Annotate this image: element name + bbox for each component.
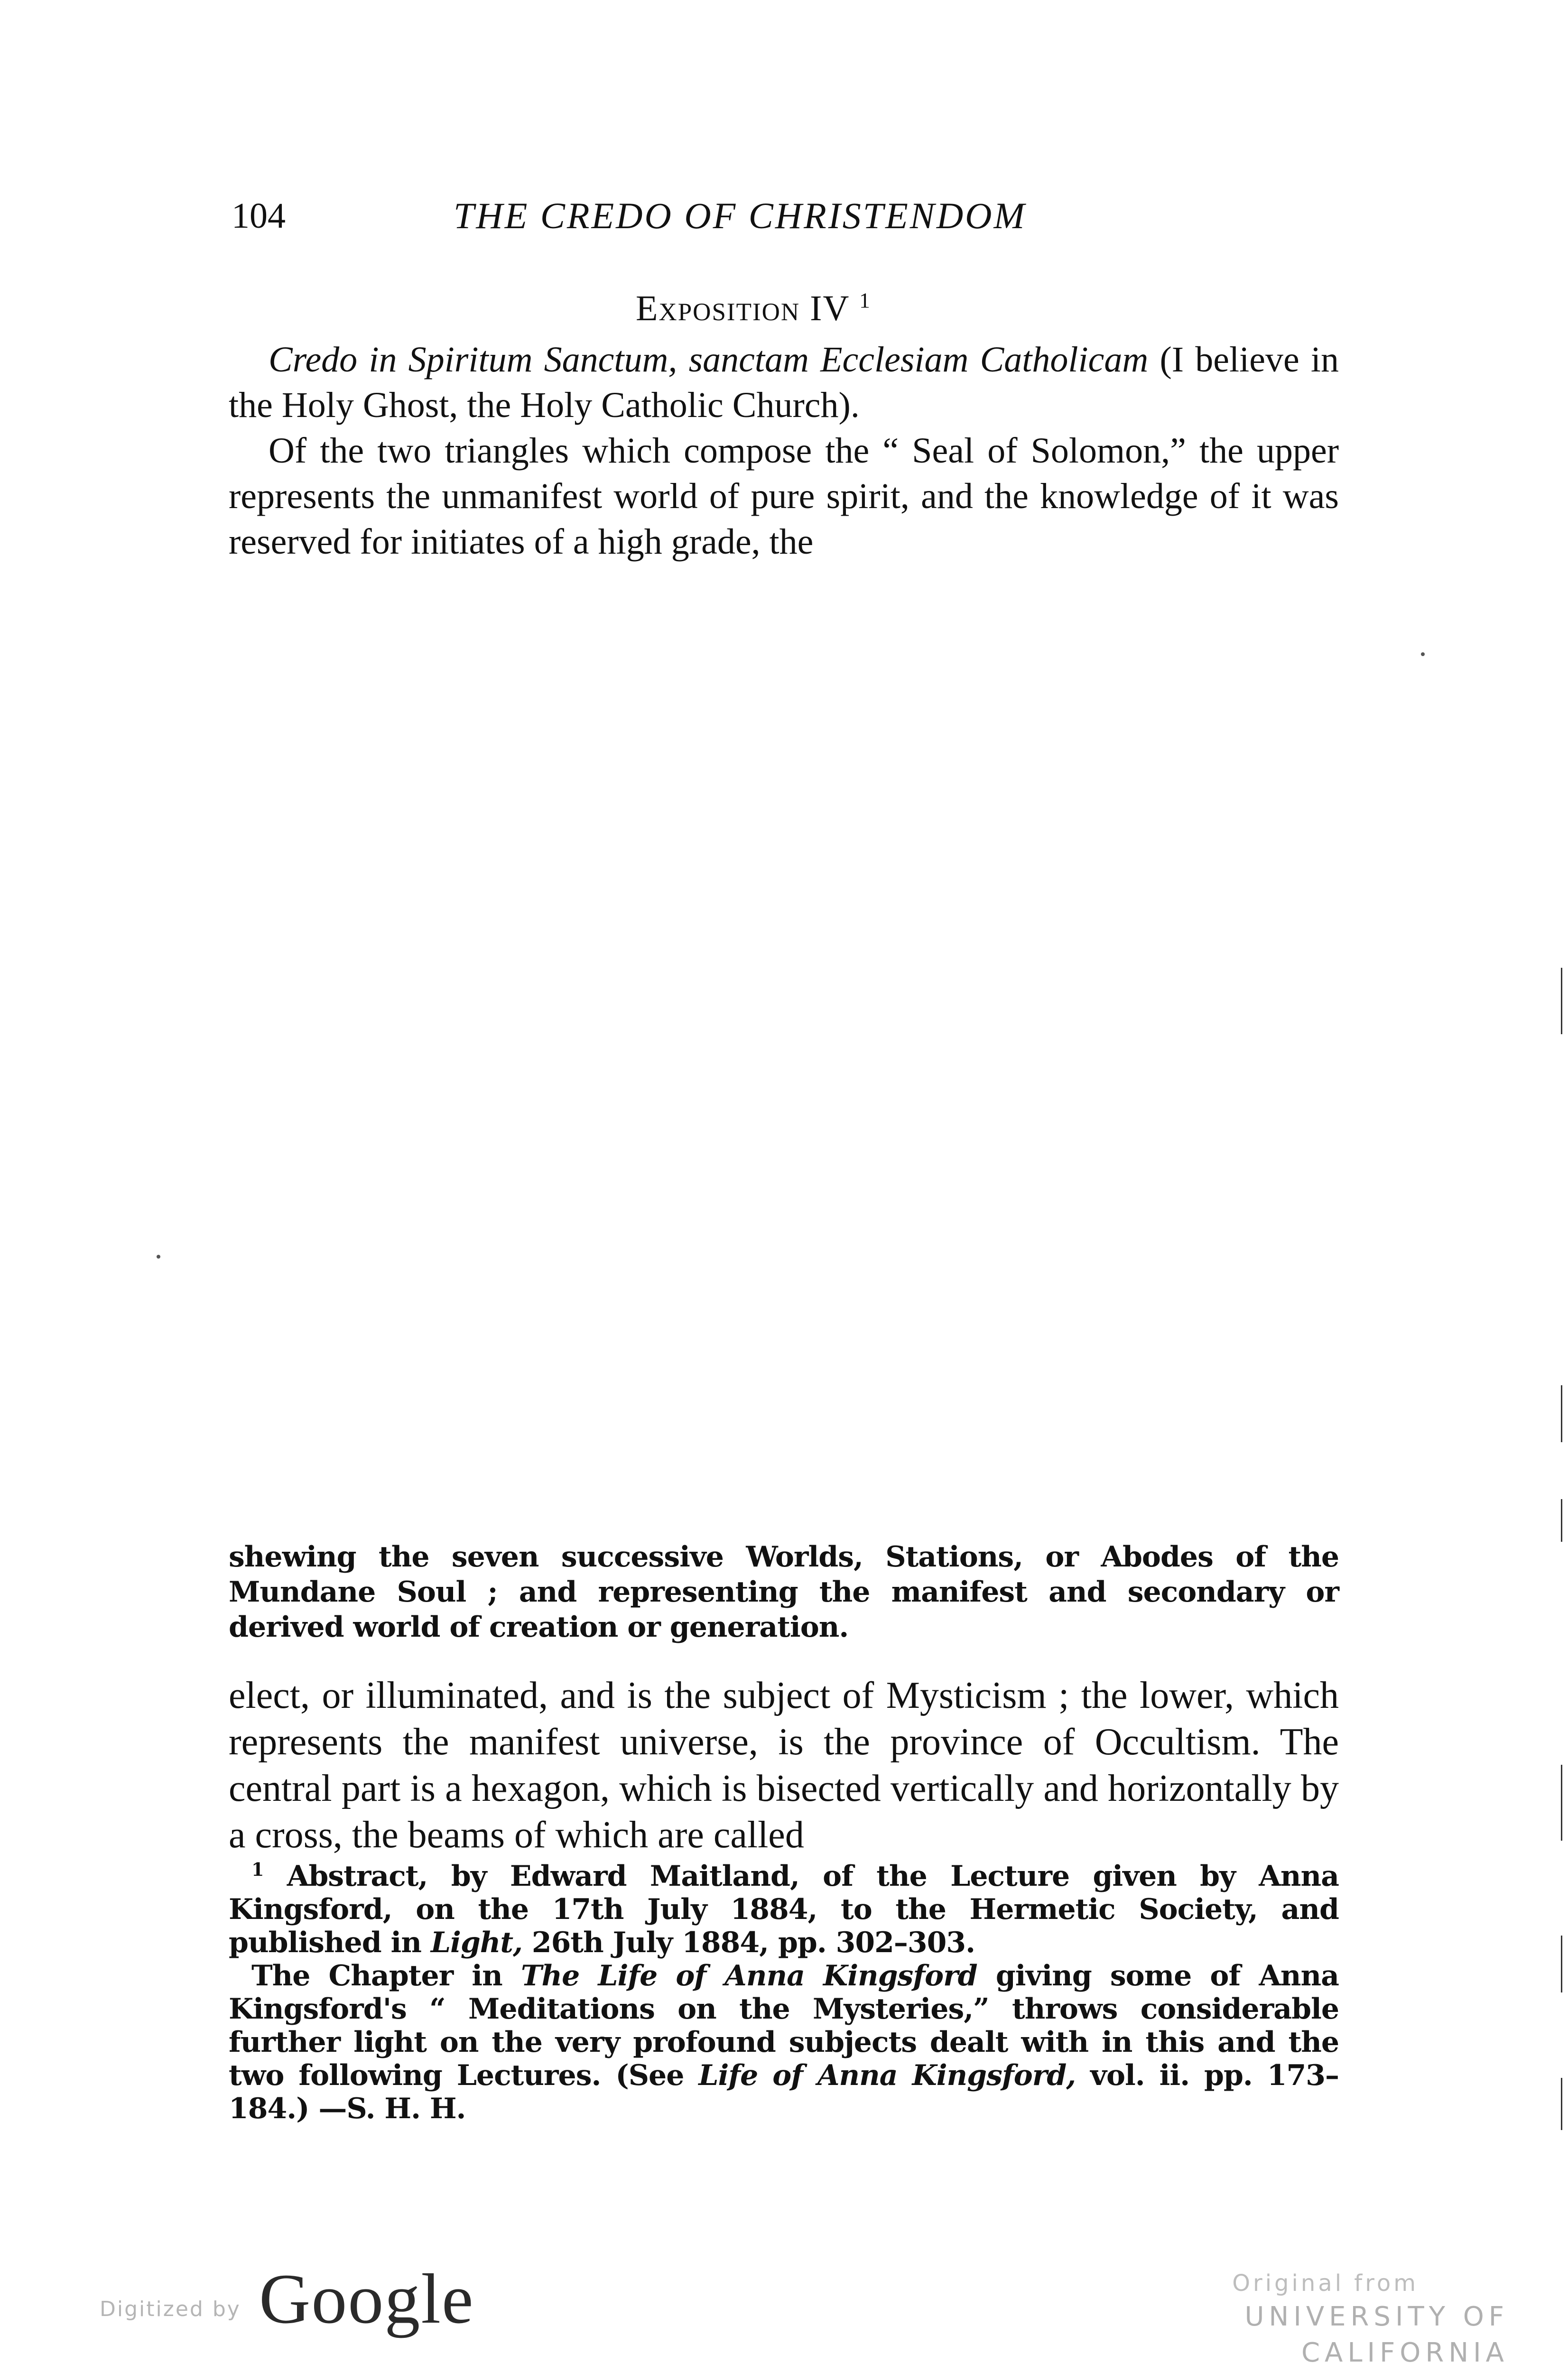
footnote-1 bbox=[229, 1860, 1339, 1959]
footnote-1-text-b: 26th July 1884, pp. 302–303. bbox=[522, 1926, 975, 1959]
body-text-top bbox=[229, 337, 1339, 565]
footnote-1-marker: 1 bbox=[251, 1859, 264, 1880]
scan-edge-mark bbox=[1561, 1765, 1562, 1841]
library-watermark bbox=[1034, 2268, 1509, 2368]
footnote-2-title-2: Life of Anna Kingsford, bbox=[698, 2059, 1076, 2092]
footnote-1-light: Light, bbox=[430, 1926, 523, 1959]
page-number: 104 bbox=[232, 196, 286, 236]
paragraph-1: Of the two triangles which compose the “ Seal of Solomon,” the upper represents the unmanifest world of pure spirit, and the knowledge of it was reserved for initiates of a high grade, the bbox=[229, 431, 1339, 562]
scan-edge-mark bbox=[1561, 1499, 1562, 1542]
footnotes bbox=[229, 1860, 1339, 2125]
original-from-text: Original from bbox=[1232, 2270, 1419, 2297]
figure-caption: shewing the seven successive Worlds, Stations, or Abodes of the Mundane Soul ; and representing the manifest and secondary or derived world of creation or generation. bbox=[229, 1540, 1339, 1644]
footnote-1-text-a: Abstract, by Edward Maitland, of the Lecture given by Anna Kingsford, on the 17th July 1884, to the Hermetic Society, and published in bbox=[229, 1860, 1339, 1959]
scan-edge-mark bbox=[1561, 2078, 1562, 2130]
section-title: Exposition IV bbox=[636, 288, 849, 328]
scan-speck bbox=[1421, 652, 1425, 656]
digitized-by-text: Digitized by bbox=[100, 2297, 241, 2321]
footnote-2-text-a: The Chapter in bbox=[251, 1959, 521, 1992]
scan-speck bbox=[157, 1255, 160, 1259]
credo-latin: Credo in Spiritum Sanctum, sanctam Ecclesiam Catholicam bbox=[269, 340, 1149, 380]
footnote-2 bbox=[229, 1959, 1339, 2125]
running-title: THE CREDO OF CHRISTENDOM bbox=[454, 195, 1027, 236]
body-text-continued bbox=[229, 1672, 1339, 1858]
scan-edge-mark bbox=[1561, 1936, 1562, 1992]
footnote-2-title: The Life of Anna Kingsford bbox=[520, 1959, 977, 1992]
illustration-area bbox=[229, 565, 1339, 1523]
paragraph-1-continued: elect, or illuminated, and is the subject of Mysticism ; the lower, which represents the manifest universe, is the province of Occultism. The central part is a hexagon, which is bisected vertically and horizontally by a cross, the beams of which are called bbox=[229, 1675, 1339, 1856]
credo-line bbox=[229, 337, 1339, 428]
digitized-watermark bbox=[100, 2258, 527, 2338]
section-footnote-ref: 1 bbox=[859, 288, 871, 313]
university-text: UNIVERSITY OF CALIFORNIA bbox=[1244, 2301, 1509, 2368]
running-head bbox=[232, 190, 1342, 242]
google-logo: Google bbox=[259, 2260, 474, 2338]
section-heading bbox=[636, 285, 871, 332]
scan-edge-mark bbox=[1561, 1385, 1562, 1442]
footnote-2-text-c: vol. ii. pp. 173–184.) —S. H. H. bbox=[229, 2059, 1339, 2125]
credo-english: (I believe in the Holy Ghost, the Holy Catholic Church). bbox=[229, 340, 1339, 425]
footnote-2-text-b: giving some of Anna Kingsford's “ Meditations on the Mysteries,” throws considerable further light on the very profound subjects dealt with in this and the two following Lectures. (See bbox=[229, 1959, 1339, 2092]
scan-edge-mark bbox=[1561, 968, 1562, 1034]
